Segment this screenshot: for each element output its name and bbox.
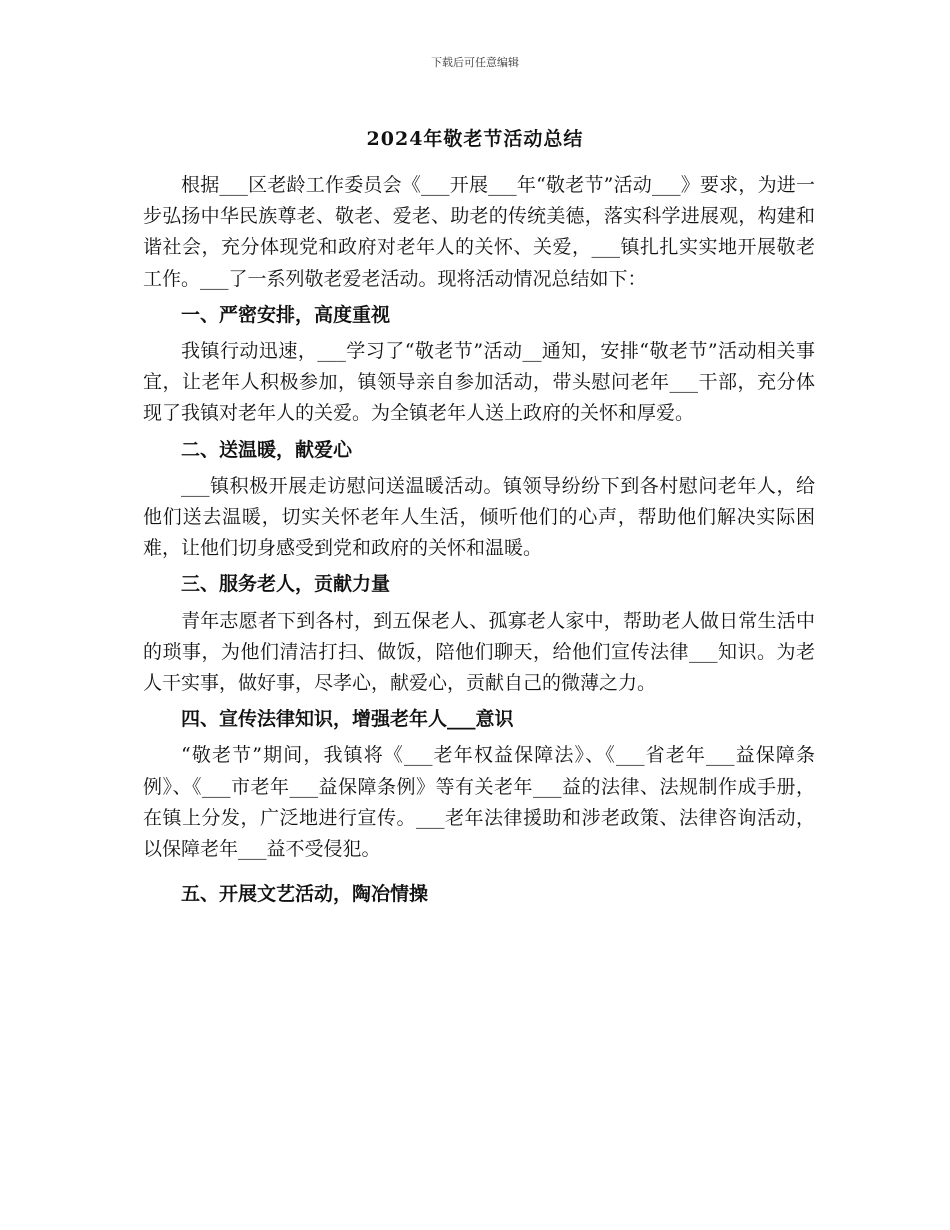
- section-4-heading: 四、宣传法律知识，增强老年人___意识: [181, 708, 514, 731]
- section-5-heading: 五、开展文艺活动，陶冶情操: [181, 883, 429, 906]
- document-body: [143, 170, 815, 915]
- section-2-text: ___镇积极开展走访慰问送温暖活动。镇领导纷纷下到各村慰问老年人，给他们送去温暖，切实关怀老年人生活，倾听他们的心声，帮助他们解决实际困难，让他们切身感受到党和政府的关怀和温暖。: [143, 474, 815, 560]
- page-header-note: 下载后可任意编辑: [431, 56, 519, 69]
- section-3-text: 青年志愿者下到各村，到五保老人、孤寡老人家中，帮助老人做日常生活中的琐事，为他们清洁打扫、做饭，陪他们聊天，给他们宣传法律___知识。为老人干实事，做好事，尽孝心，献爱心，贡献自己的微薄之力。: [143, 609, 815, 695]
- section-1-text: 我镇行动迅速，___学习了“敬老节”活动__通知，安排“敬老节”活动相关事宜，让老年人积极参加，镇领导亲自参加活动，带头慰问老年___干部，充分体现了我镇对老年人的关爱。为全镇老年人送上政府的关怀和厚爱。: [143, 340, 815, 425]
- document-title: 2024年敬老节活动总结: [366, 128, 584, 150]
- section-2-heading: 二、送温暖，献爱心: [181, 438, 353, 461]
- section-4-text: “敬老节”期间，我镇将《___老年权益保障法》、《___省老年___益保障条例》、《___市老年___益保障条例》等有关老年___益的法律、法规制作成手册，在镇上分发，广泛地进行宣传。___老年法律援助和涉老政策、法律咨询活动，以保障老年___益不受侵犯。: [143, 744, 815, 861]
- section-3-heading: 三、服务老人，贡献力量: [181, 573, 391, 596]
- section-1-heading: 一、严密安排，高度重视: [181, 303, 391, 326]
- intro-paragraph: 根据___区老龄工作委员会《___开展___年“敬老节”活动___》要求，为进一步弘扬中华民族尊老、敬老、爱老、助老的传统美德，落实科学进展观，构建和谐社会，充分体现党和政府对老年人的关怀、关爱，___镇扎扎实实地开展敬老工作。___了一系列敬老爱老活动。现将活动情况总结如下：: [143, 174, 815, 290]
